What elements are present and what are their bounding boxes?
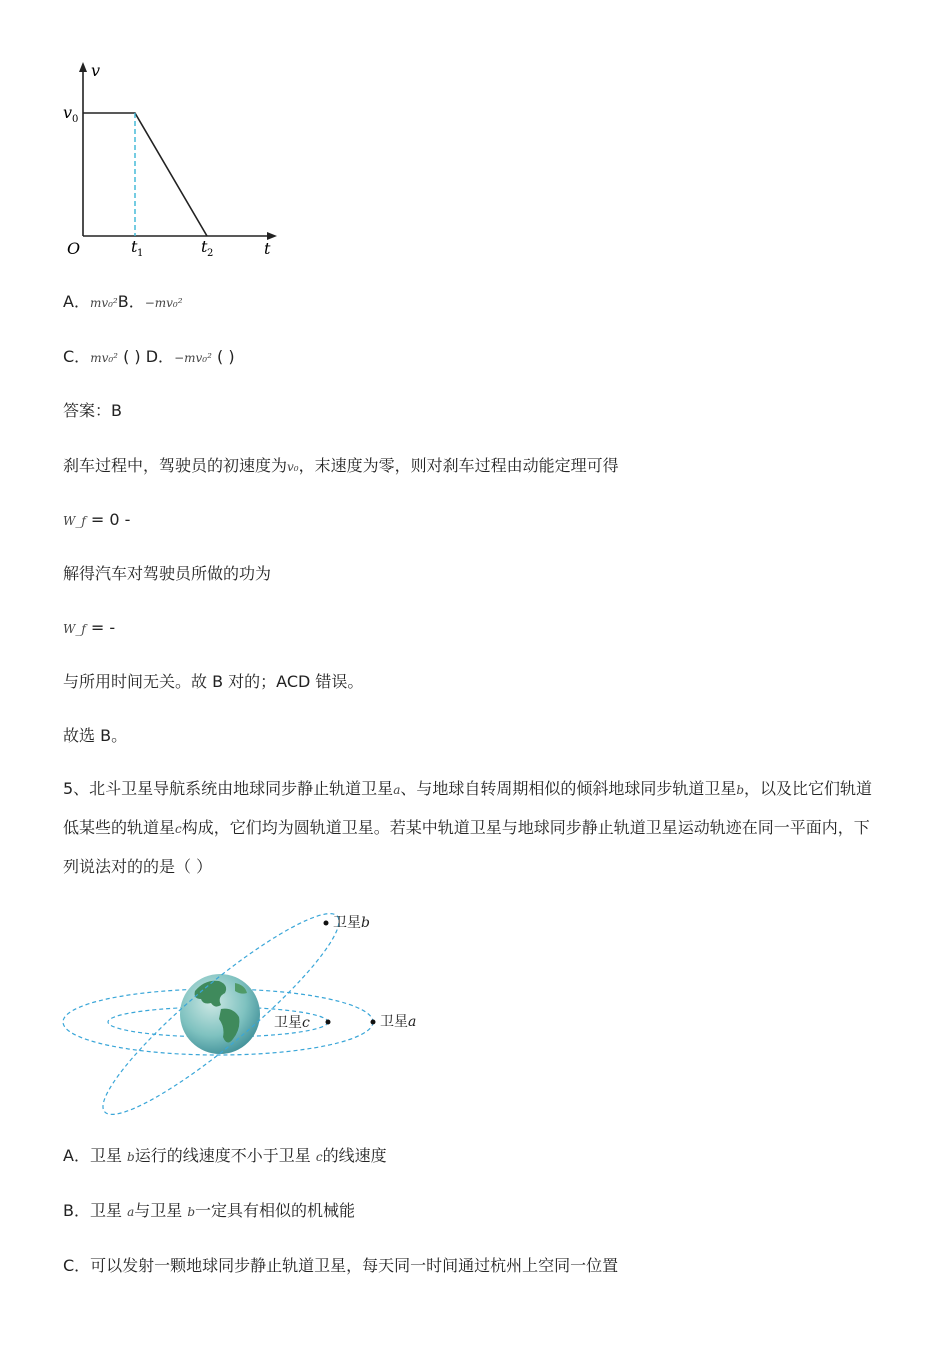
q4-option-a-math: mv₀² [89,296,118,310]
q4-option-d-math: −mv₀² [174,351,212,365]
t1-label: t [131,237,138,256]
q5-sat-c: c [175,822,182,836]
eq1-text: = 0 - [90,510,131,529]
q5-stem-3: ，以及比它们轨道低某些的轨道星 [63,779,873,837]
q4-option-c-label[interactable]: C． [63,347,91,366]
t2-subscript: 2 [207,248,214,259]
q4-option-d-label[interactable]: D． [145,347,175,366]
q5-option-c[interactable]: C．可以发射一颗地球同步静止轨道卫星，每天同一时间通过杭州上空同一位置 [63,1256,619,1275]
q4-option-c-math: mv₀² [90,351,118,365]
q4-options-ab [63,290,183,315]
satellite-orbit-diagram [55,905,435,1120]
q5-stem-2: 、与地球自转周期相似的倾斜地球同步轨道卫星 [400,779,737,798]
q4-explanation-4: 故选 B。 [63,726,128,745]
satellite-a-label: 卫星a [380,1014,417,1030]
q5-sat-a: a [393,783,401,797]
q5-stem-4: 构成，它们均为圆轨道卫星。若某中轨道卫星与地球同步静止轨道卫星运动轨迹在同一平面内，下列说法对的的是（ ） [63,818,870,876]
v0-label: v [63,103,73,122]
expl1-pre: 刹车过程中，驾驶员的初速度为 [63,456,288,475]
satellite-a-dot [371,1020,376,1025]
q4-option-d-paren: ( ) [217,347,235,366]
q5-option-b-var2: b [187,1205,196,1219]
q5-option-a[interactable] [63,1144,387,1169]
t1-subscript: 1 [137,248,144,259]
q4-explanation-3: 与所用时间无关。故 B 对的；ACD 错误。 [63,672,364,691]
satellite-c-dot [326,1020,331,1025]
velocity-time-graph [55,58,295,268]
q5-option-b-2: 与卫星 [134,1201,183,1220]
q5-option-a-1: A．卫星 [63,1146,122,1165]
q4-option-b-label[interactable]: B． [117,292,145,311]
q5-option-b-var1: a [127,1205,135,1219]
q5-option-a-2: 运行的线速度不小于卫星 [134,1146,311,1165]
q4-option-c-paren: ( ) [123,347,141,366]
t2-label: t [201,237,208,256]
origin-label: O [67,239,81,258]
eq2-text: = - [90,618,116,637]
t-axis-label: t [264,239,271,258]
satellite-c-label: 卫星c [274,1015,310,1031]
q5-stem [63,770,883,886]
v-axis-label: v [91,61,101,80]
q5-stem-1: 5、北斗卫星导航系统由地球同步静止轨道卫星 [63,779,394,798]
expl1-post: ，末速度为零，则对刹车过程由动能定理可得 [298,456,619,475]
q4-option-a-label[interactable]: A． [63,292,90,311]
q4-explanation-2: 解得汽车对驾驶员所做的功为 [63,564,272,583]
satellite-b-label: 卫星b [333,915,370,931]
q4-equation-2 [63,616,115,641]
q5-option-a-var1: b [127,1150,135,1164]
q5-option-a-3: 的线速度 [322,1146,387,1165]
q5-option-b-1: B．卫星 [63,1201,122,1220]
q5-option-a-var2: c [315,1150,323,1164]
v0-subscript: 0 [72,114,79,125]
satellite-b-dot [324,921,329,926]
q5-option-b-3: 一定具有相似的机械能 [195,1201,356,1220]
q4-equation-1 [63,508,130,533]
earth-globe [180,974,260,1054]
q4-options-cd [63,345,235,370]
expl1-math: v₀ [287,460,299,474]
q4-explanation-1 [63,454,619,479]
q5-option-b[interactable] [63,1199,355,1224]
v-axis-arrow [79,62,87,72]
eq2-math: W_f [63,622,86,636]
velocity-line [83,113,207,236]
eq1-math: W_f [63,514,86,528]
q4-answer: 答案：B [63,401,122,420]
q5-sat-b: b [736,783,745,797]
q4-option-b-math: −mv₀² [144,296,183,310]
